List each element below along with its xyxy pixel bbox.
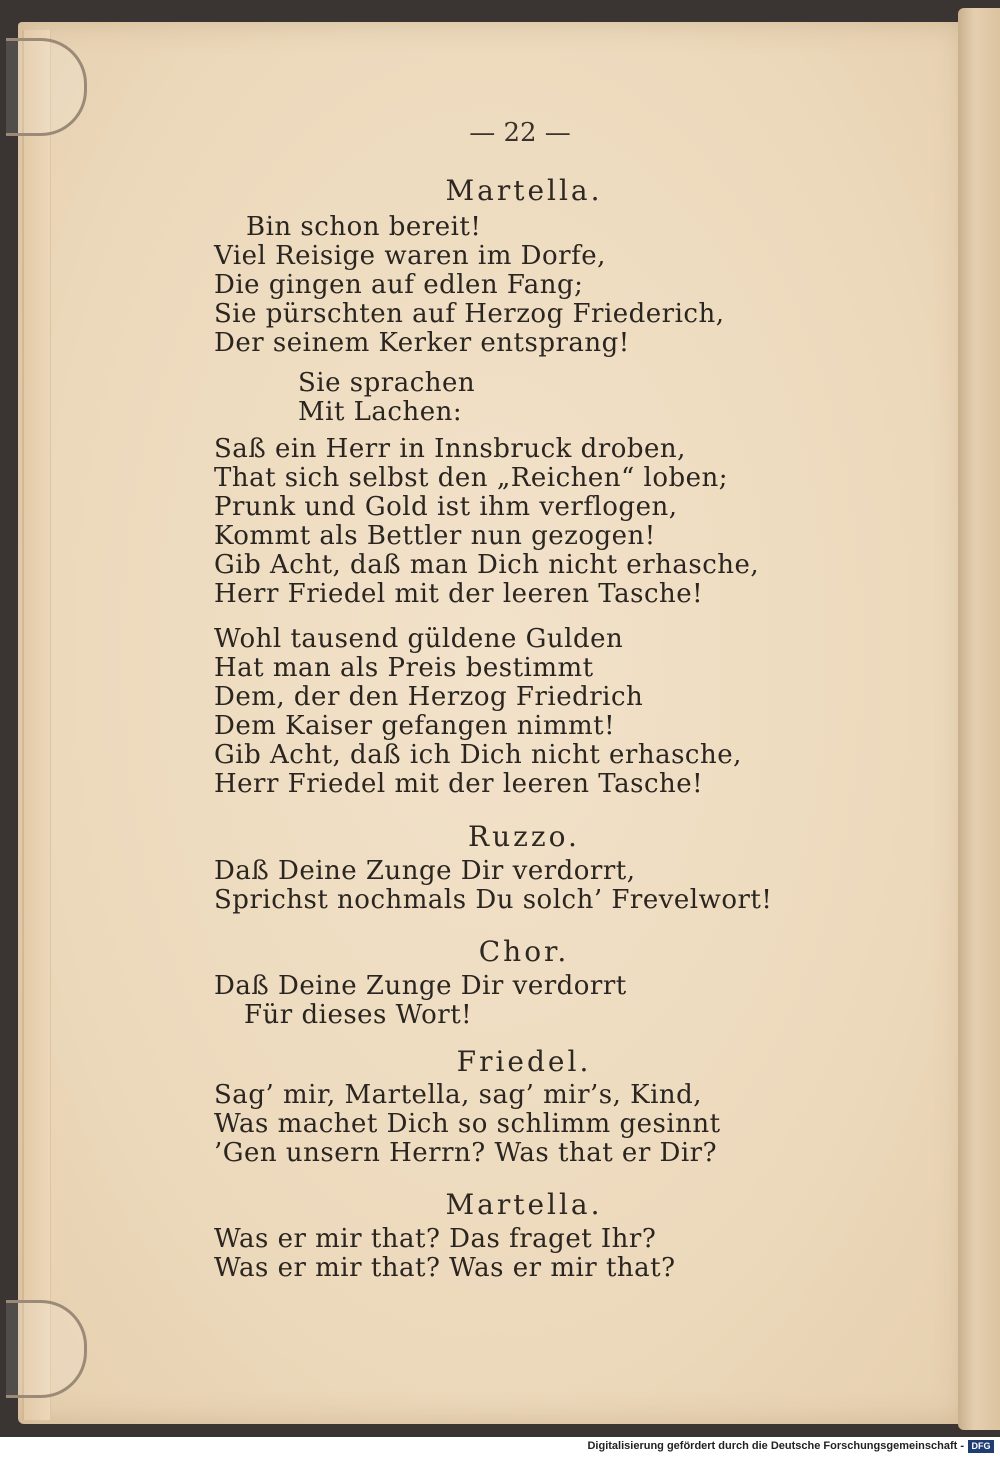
page-number: — 22 — [469, 118, 571, 148]
verse-line: Sag’ mir, Martella, sag’ mir’s, Kind, [214, 1080, 703, 1110]
funding-credit: Digitalisierung gefördert durch die Deutsche Forschungsgemeinschaft - [587, 1440, 964, 1452]
verse-line: Bin schon bereit! [246, 212, 482, 242]
verse-line: Dem, der den Herzog Friedrich [214, 682, 644, 712]
verse-line: Der seinem Kerker entsprang! [214, 328, 630, 358]
verse-line: ’Gen unsern Herrn? Was that er Dir? [214, 1138, 718, 1168]
verse-line: Wohl tausend güldene Gulden [214, 624, 624, 654]
verse-line: Hat man als Preis bestimmt [214, 653, 594, 683]
verse-line: Gib Acht, daß ich Dich nicht erhasche, [214, 740, 742, 770]
speaker-heading: Martella. [445, 1188, 603, 1221]
verse-line: Die gingen auf edlen Fang; [214, 270, 584, 300]
verse-line: Prunk und Gold ist ihm verflogen, [214, 492, 678, 522]
speaker-heading: Chor. [478, 935, 570, 968]
verse-line: Sie sprachen [298, 368, 476, 398]
verse-line: Daß Deine Zunge Dir verdorrt [214, 971, 627, 1001]
speaker-heading: Friedel. [456, 1045, 592, 1078]
verse-line: Für dieses Wort! [244, 1000, 473, 1030]
verse-line: Sprichst nochmals Du solch’ Frevelwort! [214, 885, 773, 915]
verse-line: Mit Lachen: [298, 397, 463, 427]
verse-line: Herr Friedel mit der leeren Tasche! [214, 579, 704, 609]
verse-line: Saß ein Herr in Innsbruck droben, [214, 434, 686, 464]
speaker-heading: Ruzzo. [468, 820, 580, 853]
verse-line: Sie pürschten auf Herzog Friederich, [214, 299, 725, 329]
verse-line: Gib Acht, daß man Dich nicht erhasche, [214, 550, 760, 580]
verse-line: That sich selbst den „Reichen“ loben; [214, 463, 729, 493]
verse-line: Viel Reisige waren im Dorfe, [214, 241, 606, 271]
verse-line: Was er mir that? Das fraget Ihr? [214, 1224, 657, 1254]
verse-line: Herr Friedel mit der leeren Tasche! [214, 769, 704, 799]
verse-line: Was machet Dich so schlimm gesinnt [214, 1109, 721, 1139]
verse-line: Dem Kaiser gefangen nimmt! [214, 711, 616, 741]
speaker-heading: Martella. [445, 174, 603, 207]
verse-line: Kommt als Bettler nun gezogen! [214, 521, 656, 551]
verse-line: Daß Deine Zunge Dir verdorrt, [214, 856, 636, 886]
dfg-logo: DFG [968, 1440, 994, 1453]
verse-line: Was er mir that? Was er mir that? [214, 1253, 676, 1283]
